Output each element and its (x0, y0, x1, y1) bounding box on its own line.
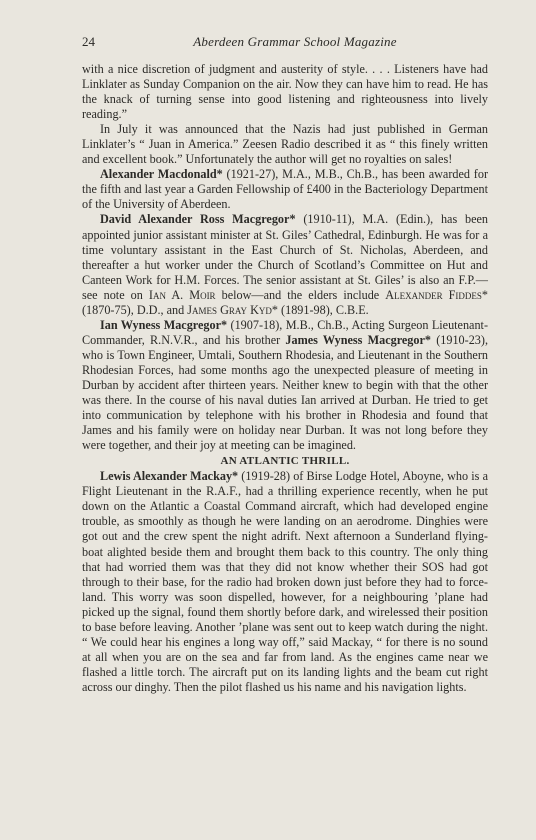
article-body (82, 62, 488, 695)
person-name: James Wyness Macgregor* (285, 332, 431, 347)
running-head (82, 34, 488, 50)
heading-text: AN ATLANTIC THRILL. (220, 455, 350, 468)
text-run: (1910-11), M.A. (Edin.), has been appointed junior assistant minister at St. Giles’ Cathedral, Edinburgh. He was for a time voluntary assistant in the East Church of St. Nicholas, Aberdeen, and thereafter a hut worker under the Church of Scotland’s Committee on Hut and Canteen Work for H.M. Forces. The senior assistant at St. Giles’ is also an F.P.—see note on (82, 212, 488, 302)
person-name: Alexander Macdonald* (100, 167, 223, 182)
text-run: (1919-28) of Birse Lodge Hotel, Aboyne, who is a Flight Lieutenant in the R.A.F., had a thrilling experience recently, when he put down on the Atlantic a Coastal Command aircraft, which had developed engine trouble, as smoothly as though he were landing on an aerodrome. Dinghies were got out and the crew spent the night adrift. Next afternoon a Sunderland flying-boat alighted beside them and brought them back to this country. The only thing that had worried them was that they did not know whether their SOS had got through to their base, for the radio had broken down just before they had to force-land. This worry was soon dispelled, however, for a neighbouring ’plane had picked up the signal, found them shortly before dark, and wirelessed their position to base before leaving. Another ’plane was sent out to keep watch during the night. “ We could hear his engines a long way off,” said Mackay, “ for there is no sound at all when you are on the sea and far from land. As the engines came near we flashed a little torch. The aircraft put on its landing lights and the beam cut right across our dinghy. Then the pilot flashed us his name and his navigation lights. (82, 469, 488, 694)
text-run: In July it was announced that the Nazis had just published in German Linklater’s “ Juan in America.” Zeesen Radio described it as “ this finely written and excellent book.” Unfortunately the author will get no royalties on sales! (82, 122, 488, 167)
paragraph-alexander-macdonald (82, 167, 488, 212)
person-name-smallcaps: James Gray Kyd* (187, 302, 278, 317)
person-name: David Alexander Ross Macgregor* (100, 212, 296, 227)
text-run: (1921-27), M.A., M.B., Ch.B., has been awarded for the fifth and last year a Garden Fellowship of £400 in the Bacteriology Department of the University of Aberdeen. (82, 167, 488, 212)
person-name-smallcaps: Alexander Fiddes* (385, 287, 488, 302)
page-number: 24 (82, 34, 95, 49)
text-run: (1891-98), C.B.E. (278, 302, 369, 317)
section-heading (82, 454, 488, 469)
paragraph-linklater-review-end (82, 62, 488, 122)
person-name-smallcaps: Ian A. Moir (148, 287, 216, 302)
person-name: Lewis Alexander Mackay* (100, 469, 239, 484)
person-name: Ian Wyness Macgregor* (100, 317, 228, 332)
text-run: (1910-23), who is Town Engineer, Umtali, Southern Rhodesia, and Lieutenant in the Southern Rhodesian Forces, had some months ago the unexpected pleasure of meeting in Durban by accident after thirteen years. Neither knew to begin with that the other was there. In the course of his naval duties Ian arrived at Durban. He tried to get into communication by telephone with his brother in Rhodesia and found that James and his family were on holiday near Durban. It was not long before they were together, and their joy at meeting can be imagined. (82, 332, 488, 453)
text-run: with a nice discretion of judgment and austerity of style. . . . Listeners have had Linklater as Sunday Companion on the air. Now they can have him to read. He has the knack of turning sense into good listening and righteousness into lively reading.” (82, 62, 488, 122)
paragraph-lewis-mackay (82, 469, 488, 695)
text-run: (1870-75), D.D., and (82, 302, 188, 317)
journal-title: Aberdeen Grammar School Magazine (193, 34, 397, 49)
text-run: below—and the elders include (215, 287, 386, 302)
text-run: (1907-18), M.B., Ch.B., Acting Surgeon Lieutenant-Commander, R.N.V.R., and his brother (82, 317, 488, 347)
paragraph-david-macgregor (82, 212, 488, 317)
paragraph-ian-macgregor (82, 318, 488, 453)
paragraph-juan-in-america (82, 122, 488, 167)
